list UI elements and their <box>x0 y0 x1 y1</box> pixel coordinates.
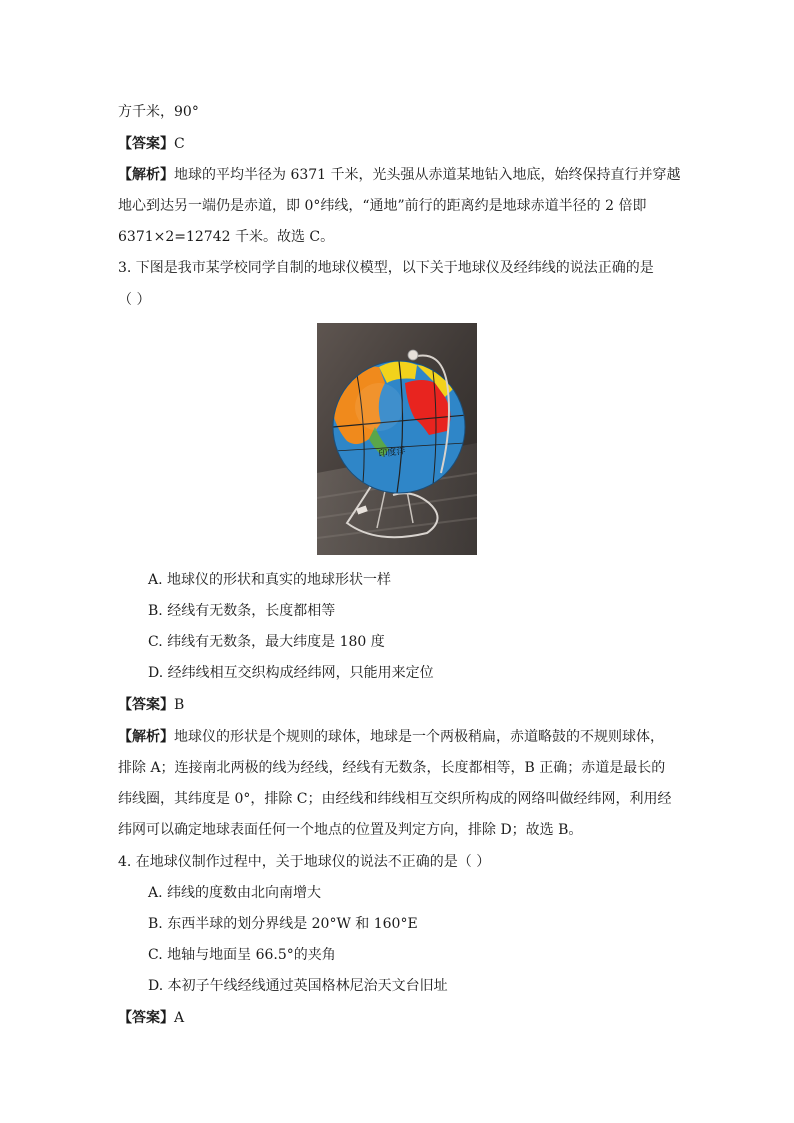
question-3-blank: （ ） <box>118 292 151 308</box>
option-b: B. 经线有无数条，长度都相等 <box>148 603 336 619</box>
analysis-line <box>118 165 681 185</box>
option-d: D. 本初子午线经线通过英国格林尼治天文台旧址 <box>148 978 448 994</box>
text-line: 纬线圈，其纬度是 0°，排除 C；由经线和纬线相互交织所构成的网络叫做经纬网，利用经 <box>118 791 672 807</box>
option-d: D. 经纬线相互交织构成经纬网，只能用来定位 <box>148 665 434 681</box>
text-line: 纬网可以确定地球表面任何一个地点的位置及判定方向，排除 D；故选 B。 <box>118 822 583 838</box>
question-3: 3. 下图是我市某学校同学自制的地球仪模型，以下关于地球仪及经纬线的说法正确的是 <box>118 260 654 276</box>
text-line: 6371×2=12742 千米。故选 C。 <box>118 229 335 245</box>
answer-line-1 <box>118 134 185 154</box>
option-c: C. 纬线有无数条，最大纬度是 180 度 <box>148 634 385 650</box>
option-a: A. 地球仪的形状和真实的地球形状一样 <box>148 572 392 588</box>
answer-line-3 <box>118 695 184 715</box>
analysis-label: 【解析】 <box>118 729 174 745</box>
globe-photo <box>317 323 477 555</box>
answer-label: 【答案】 <box>118 136 174 152</box>
option-a: A. 纬线的度数由北向南增大 <box>148 885 322 901</box>
answer-label: 【答案】 <box>118 1010 174 1026</box>
option-c: C. 地轴与地面呈 66.5°的夹角 <box>148 947 336 963</box>
answer-line-4 <box>118 1008 184 1028</box>
question-4: 4. 在地球仪制作过程中，关于地球仪的说法不正确的是（ ） <box>118 854 491 870</box>
analysis-text: 地球的平均半径为 6371 千米，光头强从赤道某地钻入地底，始终保持直行并穿越 <box>174 167 681 183</box>
option-b: B. 东西半球的划分界线是 20°W 和 160°E <box>148 916 418 932</box>
text-line: 方千米，90° <box>118 104 199 120</box>
answer-value: B <box>174 697 185 713</box>
text-line: 地心到达另一端仍是赤道，即 0°纬线，“通地”前行的距离约是地球赤道半径的 2 倍即 <box>118 198 647 214</box>
analysis-label: 【解析】 <box>118 167 174 183</box>
answer-label: 【答案】 <box>118 697 174 713</box>
answer-value: A <box>174 1010 185 1026</box>
text-line: 排除 A；连接南北两极的线为经线，经线有无数条，长度都相等，B 正确；赤道是最长的 <box>118 760 666 776</box>
globe-writing: 印度洋 <box>378 446 407 460</box>
analysis-text: 地球仪的形状是个规则的球体，地球是一个两极稍扁，赤道略鼓的不规则球体， <box>174 729 664 745</box>
analysis-line <box>118 727 664 747</box>
answer-value: C <box>174 136 185 152</box>
